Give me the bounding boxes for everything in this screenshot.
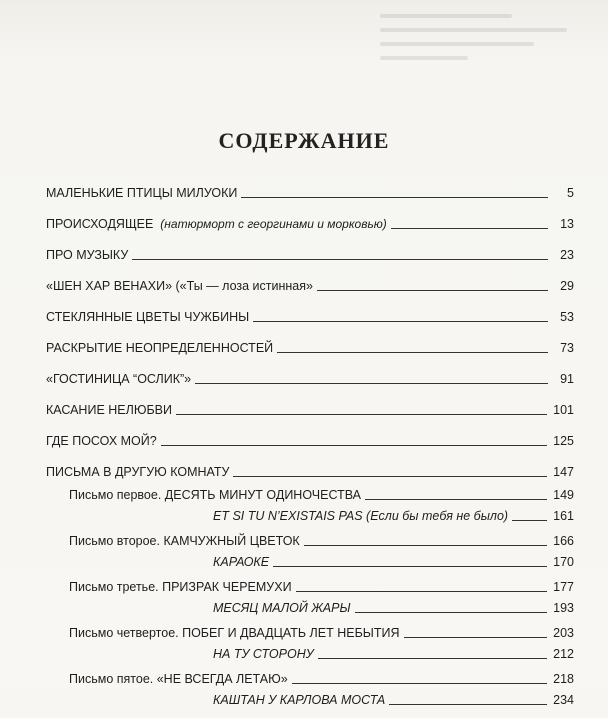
toc-entry-title: ПРО МУЗЫКУ	[46, 248, 129, 262]
toc-leader	[355, 612, 548, 613]
toc-leader	[389, 704, 547, 705]
toc-leader	[365, 499, 547, 500]
toc-letter-entry	[69, 534, 574, 548]
toc-entry	[46, 217, 574, 231]
toc-entry-page: 101	[553, 403, 574, 417]
toc-letter-subtitle: МЕСЯЦ МАЛОЙ ЖАРЫ	[213, 601, 351, 615]
toc-entry-title-text: ПРОИСХОДЯЩЕЕ	[46, 217, 154, 231]
toc-letter-page: 218	[553, 672, 574, 686]
toc-entry-page: 29	[560, 279, 574, 293]
toc-leader	[132, 259, 548, 260]
toc-entry-page: 73	[560, 341, 574, 355]
toc-letter-page: 166	[553, 534, 574, 548]
toc-letter-entry	[69, 626, 574, 640]
toc-leader	[404, 637, 548, 638]
toc-entry	[46, 341, 574, 355]
toc-entry	[46, 403, 574, 417]
toc-entry-title: СТЕКЛЯННЫЕ ЦВЕТЫ ЧУЖБИНЫ	[46, 310, 250, 324]
toc-entry-page: 53	[560, 310, 574, 324]
toc-letter-subentry	[213, 509, 574, 523]
toc-letter-subtitle: КАРАОКЕ	[213, 555, 270, 569]
toc-entry-subtitle: (натюрморт с георгинами и морковью)	[160, 217, 387, 231]
toc-entry-page: 91	[560, 372, 574, 386]
toc-letter-subpage: 193	[553, 601, 574, 615]
toc-entry-title: «ГОСТИНИЦА “ОСЛИК”»	[46, 372, 192, 386]
toc-letter-title: Письмо третье. ПРИЗРАК ЧЕРЕМУХИ	[69, 580, 292, 594]
toc-entry	[46, 186, 574, 200]
toc-entry	[46, 372, 574, 386]
toc-entry-title: «ШЕН ХАР ВЕНАХИ» («Ты — лоза истинная»	[46, 279, 313, 293]
toc-leader	[296, 591, 548, 592]
toc-leader	[277, 352, 548, 353]
toc-leader	[253, 321, 548, 322]
toc-leader	[391, 228, 548, 229]
toc-letter-title: Письмо первое. ДЕСЯТЬ МИНУТ ОДИНОЧЕСТВА	[69, 488, 361, 502]
toc-entry-title: МАЛЕНЬКИЕ ПТИЦЫ МИЛУОКИ	[46, 186, 238, 200]
toc-letter-subentry	[213, 647, 574, 661]
toc-entry-page: 5	[567, 186, 574, 200]
toc-entry-title: ГДЕ ПОСОХ МОЙ?	[46, 434, 157, 448]
toc-letter-title: Письмо второе. КАМЧУЖНЫЙ ЦВЕТОК	[69, 534, 300, 548]
toc-entry	[46, 248, 574, 262]
toc-leader	[318, 658, 547, 659]
bleed-through	[380, 4, 600, 84]
toc-letter-title: Письмо четвертое. ПОБЕГ И ДВАДЦАТЬ ЛЕТ НЕБЫТИЯ	[69, 626, 400, 640]
table-of-contents	[46, 186, 574, 718]
toc-leader	[233, 476, 547, 477]
toc-leader	[176, 414, 547, 415]
toc-letter-entry	[69, 672, 574, 686]
toc-leader	[304, 545, 547, 546]
toc-leader	[241, 197, 548, 198]
toc-leader	[317, 290, 548, 291]
toc-entry-page: 13	[560, 217, 574, 231]
toc-letter-subpage: 212	[553, 647, 574, 661]
toc-entry-title: РАСКРЫТИЕ НЕОПРЕДЕЛЕННОСТЕЙ	[46, 341, 274, 355]
toc-entry	[46, 310, 574, 324]
toc-entry	[46, 279, 574, 293]
toc-leader	[195, 383, 548, 384]
toc-letter-entry	[69, 580, 574, 594]
toc-entry-title: КАСАНИЕ НЕЛЮБВИ	[46, 403, 172, 417]
toc-entry-title	[46, 217, 391, 231]
page-title: СОДЕРЖАНИЕ	[218, 128, 390, 153]
toc-entry-page: 125	[553, 434, 574, 448]
toc-letter-subtitle: ET SI TU N’EXISTAIS PAS (Если бы тебя не было)	[213, 509, 509, 523]
toc-letter-title: Письмо пятое. «НЕ ВСЕГДА ЛЕТАЮ»	[69, 672, 288, 686]
toc-leader	[512, 520, 547, 521]
toc-leader	[161, 445, 547, 446]
toc-entry-page: 23	[560, 248, 574, 262]
toc-letter-subtitle: КАШТАН У КАРЛОВА МОСТА	[213, 693, 386, 707]
toc-entry	[46, 434, 574, 448]
toc-letter-subpage: 161	[553, 509, 574, 523]
toc-letter-page: 177	[553, 580, 574, 594]
toc-leader	[292, 683, 547, 684]
toc-letter-subentry	[213, 693, 574, 707]
toc-entry-page: 147	[553, 465, 574, 479]
toc-letter-subtitle: НА ТУ СТОРОНУ	[213, 647, 314, 661]
toc-letter-entry	[69, 488, 574, 502]
toc-letter-subpage: 170	[553, 555, 574, 569]
toc-entry-title: ПИСЬМА В ДРУГУЮ КОМНАТУ	[46, 465, 230, 479]
toc-letter-subentry	[213, 555, 574, 569]
toc-letter-page: 149	[553, 488, 574, 502]
toc-letter-subentry	[213, 601, 574, 615]
toc-entry	[46, 465, 574, 479]
toc-letter-subpage: 234	[553, 693, 574, 707]
toc-letter-page: 203	[553, 626, 574, 640]
toc-leader	[273, 566, 547, 567]
